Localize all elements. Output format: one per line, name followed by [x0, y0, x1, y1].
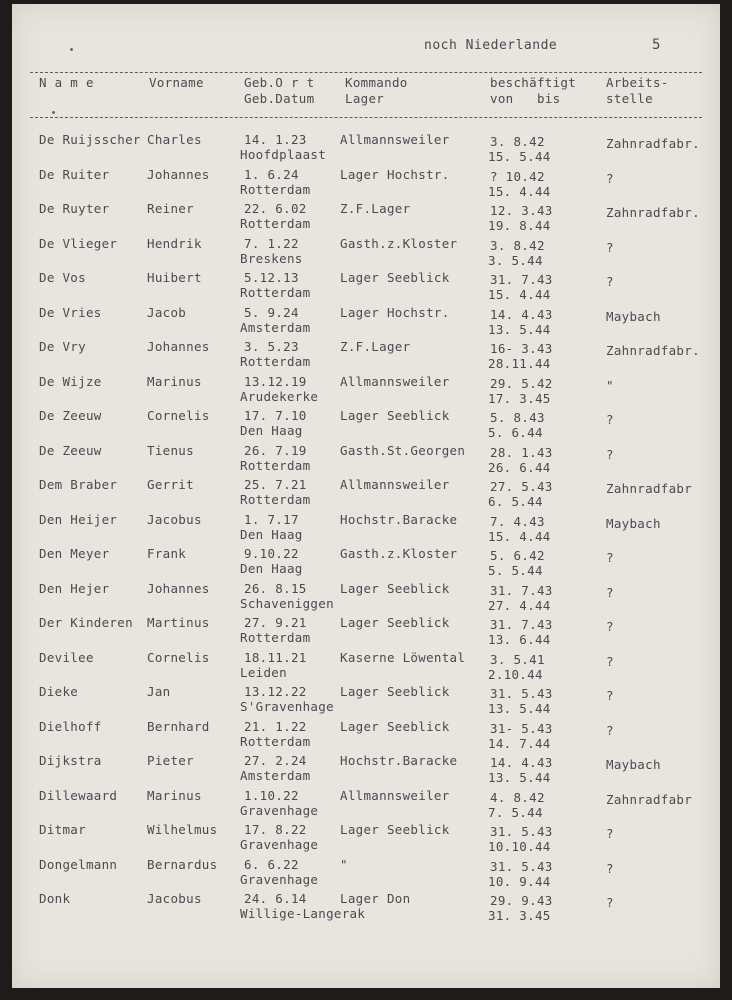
- row-employed-from: 28. 1.43: [490, 445, 553, 460]
- row-birth-place: Den Haag: [240, 561, 303, 576]
- page-number: 5: [652, 37, 661, 53]
- table-row: [12, 615, 720, 649]
- table-row: [12, 270, 720, 304]
- row-name: De Vos: [39, 270, 86, 285]
- row-birth-date: 7. 1.22: [244, 236, 299, 251]
- row-employed-to: 13. 5.44: [488, 770, 551, 785]
- row-first-name: Pieter: [147, 753, 194, 768]
- row-kommando: Lager Don: [340, 891, 411, 906]
- row-employed-to: 5. 6.44: [488, 425, 543, 440]
- row-workplace: Maybach: [606, 757, 661, 772]
- row-employed-to: 13. 6.44: [488, 632, 551, 647]
- row-name: De Zeeuw: [39, 408, 102, 423]
- row-name: Dijkstra: [39, 753, 102, 768]
- row-birth-date: 13.12.22: [244, 684, 307, 699]
- row-birth-place: Gravenhage: [240, 803, 319, 818]
- header-rule-top: [30, 72, 702, 73]
- row-kommando: Allmannsweiler: [340, 788, 450, 803]
- row-birth-place: Arudekerke: [240, 389, 319, 404]
- row-kommando: Gasth.z.Kloster: [340, 546, 458, 561]
- col-header-birth: Geb.O r t Geb.Datum: [244, 75, 315, 106]
- table-row: [12, 546, 720, 580]
- row-workplace: Zahnradfabr.: [606, 343, 700, 358]
- row-workplace: Zahnradfabr: [606, 792, 693, 807]
- row-birth-date: 17. 8.22: [244, 822, 307, 837]
- table-row: [12, 753, 720, 787]
- row-employed-from: 31. 5.43: [490, 686, 553, 701]
- row-first-name: Jan: [147, 684, 171, 699]
- row-employed-to: 27. 4.44: [488, 598, 551, 613]
- col-header-workplace: Arbeits- stelle: [606, 75, 669, 106]
- row-employed-from: 31. 5.43: [490, 859, 553, 874]
- row-employed-from: 3. 8.42: [490, 134, 545, 149]
- row-kommando: Hochstr.Baracke: [340, 512, 458, 527]
- row-employed-to: 10. 9.44: [488, 874, 551, 889]
- row-name: Den Hejer: [39, 581, 110, 596]
- row-workplace: Zahnradfabr.: [606, 136, 700, 151]
- row-kommando: Lager Seeblick: [340, 408, 450, 423]
- table-row: [12, 581, 720, 615]
- row-birth-place: Hoofdplaast: [240, 147, 327, 162]
- table-row: [12, 512, 720, 546]
- col-header-kommando: Kommando Lager: [345, 75, 408, 106]
- table-row: [12, 684, 720, 718]
- row-birth-place: Rotterdam: [240, 734, 311, 749]
- row-kommando: Lager Seeblick: [340, 684, 450, 699]
- row-kommando: Lager Seeblick: [340, 822, 450, 837]
- row-kommando: Lager Seeblick: [340, 719, 450, 734]
- row-employed-to: 26. 6.44: [488, 460, 551, 475]
- row-birth-place: Schaveniggen: [240, 596, 334, 611]
- row-birth-date: 5.12.13: [244, 270, 299, 285]
- row-kommando: Lager Seeblick: [340, 615, 450, 630]
- table-row: [12, 719, 720, 753]
- row-first-name: Jacobus: [147, 891, 202, 906]
- row-first-name: Johannes: [147, 581, 210, 596]
- row-birth-date: 5. 9.24: [244, 305, 299, 320]
- row-workplace: ?: [606, 619, 614, 634]
- row-employed-from: 27. 5.43: [490, 479, 553, 494]
- table-row: [12, 167, 720, 201]
- row-kommando: Kaserne Löwental: [340, 650, 466, 665]
- row-birth-place: Rotterdam: [240, 285, 311, 300]
- row-name: De Ruyter: [39, 201, 110, 216]
- row-employed-from: 16- 3.43: [490, 341, 553, 356]
- row-kommando: Allmannsweiler: [340, 132, 450, 147]
- row-employed-to: 2.10.44: [488, 667, 543, 682]
- row-employed-from: 3. 5.41: [490, 652, 545, 667]
- row-first-name: Reiner: [147, 201, 194, 216]
- row-workplace: ?: [606, 826, 614, 841]
- row-workplace: ?: [606, 171, 614, 186]
- row-birth-date: 27. 2.24: [244, 753, 307, 768]
- row-workplace: ?: [606, 585, 614, 600]
- row-kommando: Allmannsweiler: [340, 477, 450, 492]
- row-birth-date: 1. 6.24: [244, 167, 299, 182]
- row-birth-date: 26. 7.19: [244, 443, 307, 458]
- row-birth-date: 24. 6.14: [244, 891, 307, 906]
- row-employed-to: 17. 3.45: [488, 391, 551, 406]
- row-employed-to: 15. 4.44: [488, 529, 551, 544]
- row-kommando: Gasth.z.Kloster: [340, 236, 458, 251]
- row-employed-from: 29. 5.42: [490, 376, 553, 391]
- row-birth-place: Rotterdam: [240, 354, 311, 369]
- row-birth-place: Amsterdam: [240, 768, 311, 783]
- row-birth-date: 18.11.21: [244, 650, 307, 665]
- row-employed-to: 7. 5.44: [488, 805, 543, 820]
- row-workplace: Zahnradfabr: [606, 481, 693, 496]
- row-birth-date: 14. 1.23: [244, 132, 307, 147]
- row-kommando: Lager Seeblick: [340, 270, 450, 285]
- col-header-name: N a m e: [39, 75, 94, 90]
- row-birth-place: Rotterdam: [240, 458, 311, 473]
- row-employed-to: 10.10.44: [488, 839, 551, 854]
- row-first-name: Hendrik: [147, 236, 202, 251]
- table-row: [12, 788, 720, 822]
- row-name: Dillewaard: [39, 788, 118, 803]
- row-employed-to: 5. 5.44: [488, 563, 543, 578]
- row-birth-date: 13.12.19: [244, 374, 307, 389]
- row-employed-from: 14. 4.43: [490, 755, 553, 770]
- row-employed-from: 31. 7.43: [490, 272, 553, 287]
- row-employed-to: 15. 5.44: [488, 149, 551, 164]
- row-kommando: Lager Hochstr.: [340, 305, 450, 320]
- row-employed-from: 7. 4.43: [490, 514, 545, 529]
- col-header-first-name: Vorname: [149, 75, 204, 90]
- row-employed-to: 15. 4.44: [488, 184, 551, 199]
- table-row: [12, 374, 720, 408]
- row-birth-place: Breskens: [240, 251, 303, 266]
- row-employed-from: ? 10.42: [490, 169, 545, 184]
- row-first-name: Johannes: [147, 339, 210, 354]
- row-first-name: Bernhard: [147, 719, 210, 734]
- row-name: De Ruiter: [39, 167, 110, 182]
- row-birth-date: 26. 8.15: [244, 581, 307, 596]
- row-first-name: Tienus: [147, 443, 194, 458]
- paper-speck: [52, 111, 55, 114]
- row-workplace: ?: [606, 274, 614, 289]
- row-first-name: Bernardus: [147, 857, 218, 872]
- row-employed-to: 3. 5.44: [488, 253, 543, 268]
- table-row: [12, 477, 720, 511]
- row-birth-place: Rotterdam: [240, 216, 311, 231]
- row-first-name: Cornelis: [147, 650, 210, 665]
- row-workplace: Maybach: [606, 309, 661, 324]
- row-kommando: Gasth.St.Georgen: [340, 443, 466, 458]
- row-birth-place: Rotterdam: [240, 492, 311, 507]
- row-employed-to: 28.11.44: [488, 356, 551, 371]
- row-workplace: ?: [606, 895, 614, 910]
- row-birth-place: Leiden: [240, 665, 287, 680]
- row-birth-date: 25. 7.21: [244, 477, 307, 492]
- row-name: Den Meyer: [39, 546, 110, 561]
- row-birth-date: 17. 7.10: [244, 408, 307, 423]
- row-name: Devilee: [39, 650, 94, 665]
- table-row: [12, 822, 720, 856]
- row-name: Dieke: [39, 684, 79, 699]
- row-employed-to: 15. 4.44: [488, 287, 551, 302]
- row-first-name: Gerrit: [147, 477, 194, 492]
- row-workplace: ?: [606, 412, 614, 427]
- row-name: Dongelmann: [39, 857, 118, 872]
- document-page: [12, 4, 720, 988]
- row-birth-date: 9.10.22: [244, 546, 299, 561]
- table-row: [12, 201, 720, 235]
- row-name: De Zeeuw: [39, 443, 102, 458]
- table-row: [12, 443, 720, 477]
- row-birth-date: 27. 9.21: [244, 615, 307, 630]
- row-workplace: ?: [606, 240, 614, 255]
- row-birth-date: 1.10.22: [244, 788, 299, 803]
- row-name: Ditmar: [39, 822, 86, 837]
- paper-speck: [70, 48, 73, 51]
- row-first-name: Frank: [147, 546, 187, 561]
- row-first-name: Jacob: [147, 305, 187, 320]
- row-kommando: Z.F.Lager: [340, 201, 411, 216]
- row-employed-to: 14. 7.44: [488, 736, 551, 751]
- table-row: [12, 408, 720, 442]
- row-name: De Ruijsscher: [39, 132, 141, 147]
- row-employed-to: 19. 8.44: [488, 218, 551, 233]
- table-row: [12, 891, 720, 925]
- row-birth-place: Amsterdam: [240, 320, 311, 335]
- row-employed-from: 31. 7.43: [490, 617, 553, 632]
- row-employed-from: 4. 8.42: [490, 790, 545, 805]
- row-birth-date: 22. 6.02: [244, 201, 307, 216]
- row-employed-to: 31. 3.45: [488, 908, 551, 923]
- row-name: Dem Braber: [39, 477, 118, 492]
- row-name: De Vry: [39, 339, 86, 354]
- table-row: [12, 650, 720, 684]
- row-kommando: Hochstr.Baracke: [340, 753, 458, 768]
- row-first-name: Jacobus: [147, 512, 202, 527]
- row-kommando: Lager Seeblick: [340, 581, 450, 596]
- row-employed-from: 31. 7.43: [490, 583, 553, 598]
- row-workplace: Zahnradfabr.: [606, 205, 700, 220]
- row-first-name: Cornelis: [147, 408, 210, 423]
- row-employed-from: 5. 8.43: [490, 410, 545, 425]
- row-employed-to: 6. 5.44: [488, 494, 543, 509]
- row-workplace: ?: [606, 550, 614, 565]
- row-name: Donk: [39, 891, 71, 906]
- table-row: [12, 132, 720, 166]
- table-row: [12, 305, 720, 339]
- row-kommando: Allmannsweiler: [340, 374, 450, 389]
- row-workplace: ?: [606, 723, 614, 738]
- header-rule-bottom: [30, 117, 702, 118]
- row-birth-place: Gravenhage: [240, 872, 319, 887]
- section-heading: noch Niederlande: [424, 38, 558, 53]
- row-birth-place: S'Gravenhage: [240, 699, 334, 714]
- row-workplace: ?: [606, 654, 614, 669]
- row-first-name: Marinus: [147, 788, 202, 803]
- row-first-name: Marinus: [147, 374, 202, 389]
- row-birth-date: 3. 5.23: [244, 339, 299, 354]
- row-employed-to: 13. 5.44: [488, 322, 551, 337]
- table-row: [12, 236, 720, 270]
- row-first-name: Charles: [147, 132, 202, 147]
- row-name: Den Heijer: [39, 512, 118, 527]
- row-employed-from: 31- 5.43: [490, 721, 553, 736]
- row-birth-place: Gravenhage: [240, 837, 319, 852]
- row-birth-place: Rotterdam: [240, 630, 311, 645]
- row-birth-place: Willige-Langerak: [240, 906, 366, 921]
- row-first-name: Huibert: [147, 270, 202, 285]
- row-employed-from: 3. 8.42: [490, 238, 545, 253]
- row-birth-date: 21. 1.22: [244, 719, 307, 734]
- row-workplace: ?: [606, 861, 614, 876]
- row-workplace: Maybach: [606, 516, 661, 531]
- row-kommando: Lager Hochstr.: [340, 167, 450, 182]
- row-employed-from: 12. 3.43: [490, 203, 553, 218]
- row-name: De Wijze: [39, 374, 102, 389]
- row-birth-date: 1. 7.17: [244, 512, 299, 527]
- row-kommando: Z.F.Lager: [340, 339, 411, 354]
- row-employed-from: 31. 5.43: [490, 824, 553, 839]
- row-name: De Vlieger: [39, 236, 118, 251]
- row-first-name: Johannes: [147, 167, 210, 182]
- row-workplace: ?: [606, 688, 614, 703]
- row-employed-to: 13. 5.44: [488, 701, 551, 716]
- row-employed-from: 14. 4.43: [490, 307, 553, 322]
- row-birth-place: Den Haag: [240, 423, 303, 438]
- row-kommando: ": [340, 857, 348, 872]
- row-name: De Vries: [39, 305, 102, 320]
- row-first-name: Wilhelmus: [147, 822, 218, 837]
- col-header-employed: beschäftigt von bis: [490, 75, 577, 106]
- table-row: [12, 339, 720, 373]
- table-row: [12, 857, 720, 891]
- row-employed-from: 29. 9.43: [490, 893, 553, 908]
- row-birth-place: Den Haag: [240, 527, 303, 542]
- row-name: Dielhoff: [39, 719, 102, 734]
- row-employed-from: 5. 6.42: [490, 548, 545, 563]
- row-birth-date: 6. 6.22: [244, 857, 299, 872]
- row-name: Der Kinderen: [39, 615, 133, 630]
- row-first-name: Martinus: [147, 615, 210, 630]
- row-workplace: ": [606, 378, 614, 393]
- row-workplace: ?: [606, 447, 614, 462]
- row-birth-place: Rotterdam: [240, 182, 311, 197]
